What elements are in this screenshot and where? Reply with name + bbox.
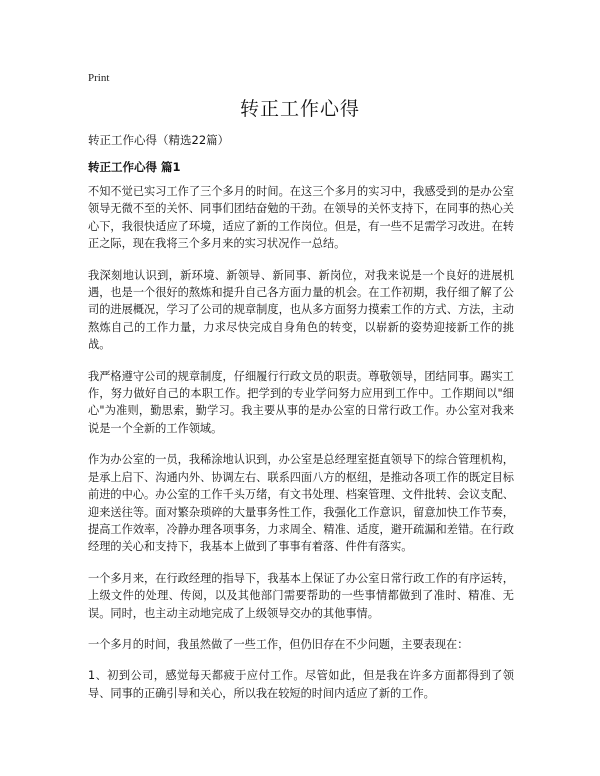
paragraph-4: 作为办公室的一员，我稀涂地认识到，办公室是总经理室挺直领导下的综合管理机构，是承上启下、沟通内外、协调左右、联系四面八方的枢纽，是推动各项工作的既定目标前进的中心。办公室的工作千头万绪，有文书处理、档案管理、文件批转、会议支配、迎来送往等。面对繁杂琐碎的大量事务性工作，我强化工作意识，留意加快工作节奏，提高工作效率，冷静办理各项事务，力求周全、精准、适度，避开疏漏和差错。在行政经理的关心和支持下，我基本上做到了事事有着落、件件有落实。 xyxy=(88,453,514,554)
paragraph-3: 我严格遵守公司的规章制度，仔细履行行政文员的职责。尊敬领导，团结同事。踢实工作，努力做好自己的本职工作。把学到的专业学问努力应用到工作中。工作期间以"细心"为准则，勤思索，勤学习。我主要从事的是办公室的日常行政工作。办公室对我来说是一个全新的工作领域。 xyxy=(88,369,514,435)
page-title: 转正工作心得 xyxy=(239,98,360,120)
paragraph-2: 我深刻地认识到，新环境、新领导、新同事、新岗位，对我来说是一个良好的进展机遇，也是一个很好的熬炼和提升自己各方面力量的机会。在工作初期，我仔细了解了公司的进展概况，学习了公司的规章制度，也从多方面努力摸索工作的方式、方法，主动熬炼自己的工作力量，力求尽快完成自身角色的转变，以崭新的姿势迎接新工作的挑战。 xyxy=(88,268,514,352)
print-label: Print xyxy=(88,72,110,84)
paragraph-7: 1、初到公司，感觉每天都疲于应付工作。尽管如此，但是我在许多方面都得到了领导、同事的正确引导和关心，所以我在较短的时间内适应了新的工作。 xyxy=(88,669,514,700)
section-heading: 转正工作心得 篇1 xyxy=(88,160,181,174)
document-subtitle: 转正工作心得（精选22篇） xyxy=(88,133,230,147)
body-text xyxy=(88,183,514,716)
paragraph-1: 不知不觉已实习工作了三个多月的时间。在这三个多月的实习中，我感受到的是办公室领导无微不至的关怀、同事们团结奋勉的干劲。在领导的关怀支持下，在同事的热心关心下，我很快适应了环境，适应了新的工作岗位。但是，有一些不足需学习改进。在转正之际，现在我将三个多月来的实习状况作一总结。 xyxy=(88,185,514,251)
paragraph-5: 一个多月来，在行政经理的指导下，我基本上保证了办公室日常行政工作的有序运转，上级文件的处理、传阅，以及其他部门需要帮助的一些事情都做到了准时、精准、无误。同时，也主动主动地完成了上级领导交办的其他事情。 xyxy=(88,571,514,620)
paragraph-6: 一个多月的时间，我虽然做了一些工作，但仍旧存在不少问题，主要表现在： xyxy=(88,637,469,651)
